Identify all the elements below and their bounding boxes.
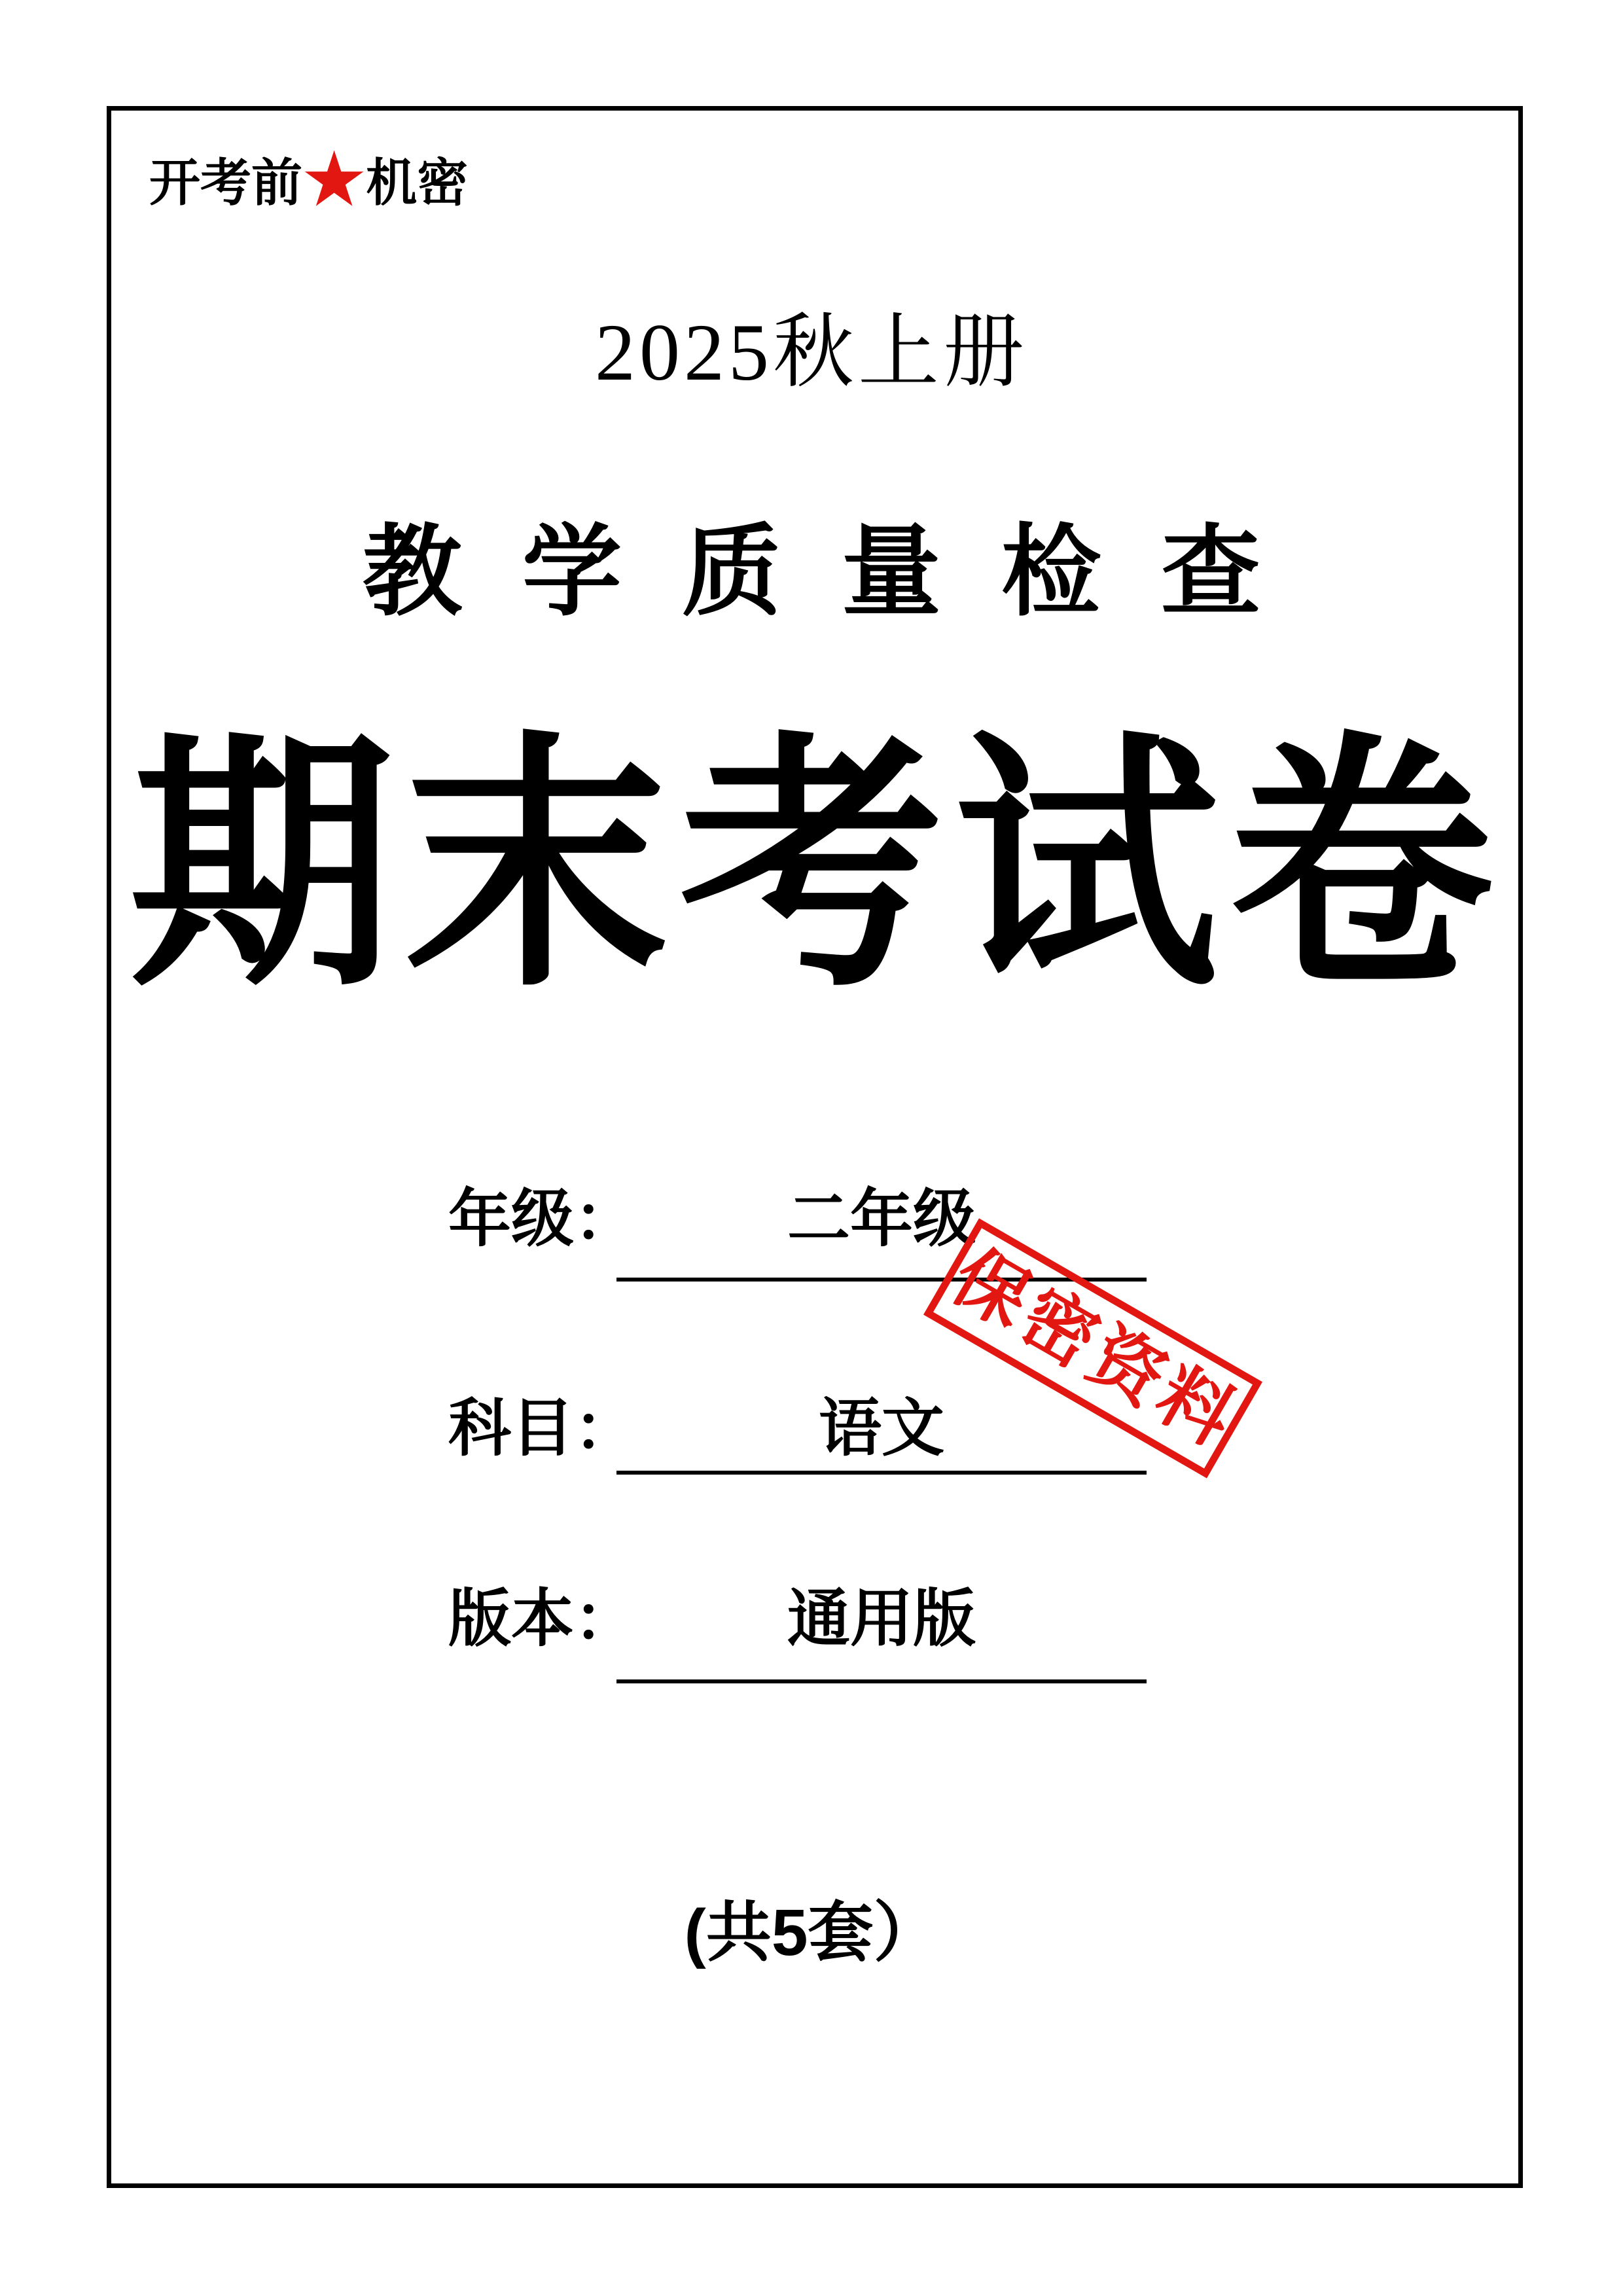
version-field-underline xyxy=(616,1679,1147,1683)
grade-field-label: 年级： xyxy=(448,1184,637,1254)
security-notice xyxy=(149,143,469,218)
security-suffix-label: 机密 xyxy=(366,154,469,212)
grade-field-value: 二年级 xyxy=(787,1184,976,1254)
quality-check-subtitle: 教学质量检查 xyxy=(363,518,1321,628)
edition-title: 2025秋上册 xyxy=(594,308,1028,397)
subject-field-value: 语文 xyxy=(819,1393,944,1463)
main-title: 期末考试卷 xyxy=(130,719,1504,1018)
confidential-stamp-text: 保密资料 xyxy=(938,1236,1252,1463)
version-field-label: 版本： xyxy=(448,1584,637,1654)
security-prefix-label: 开考前 xyxy=(149,154,303,212)
version-field-value: 通用版 xyxy=(787,1584,976,1654)
set-count-note: (共5套） xyxy=(684,1896,939,1969)
star-icon: ★ xyxy=(304,143,365,218)
subject-field-label: 科目： xyxy=(448,1393,637,1463)
subject-field-underline xyxy=(616,1471,1147,1475)
page-border-frame xyxy=(107,106,1523,2188)
